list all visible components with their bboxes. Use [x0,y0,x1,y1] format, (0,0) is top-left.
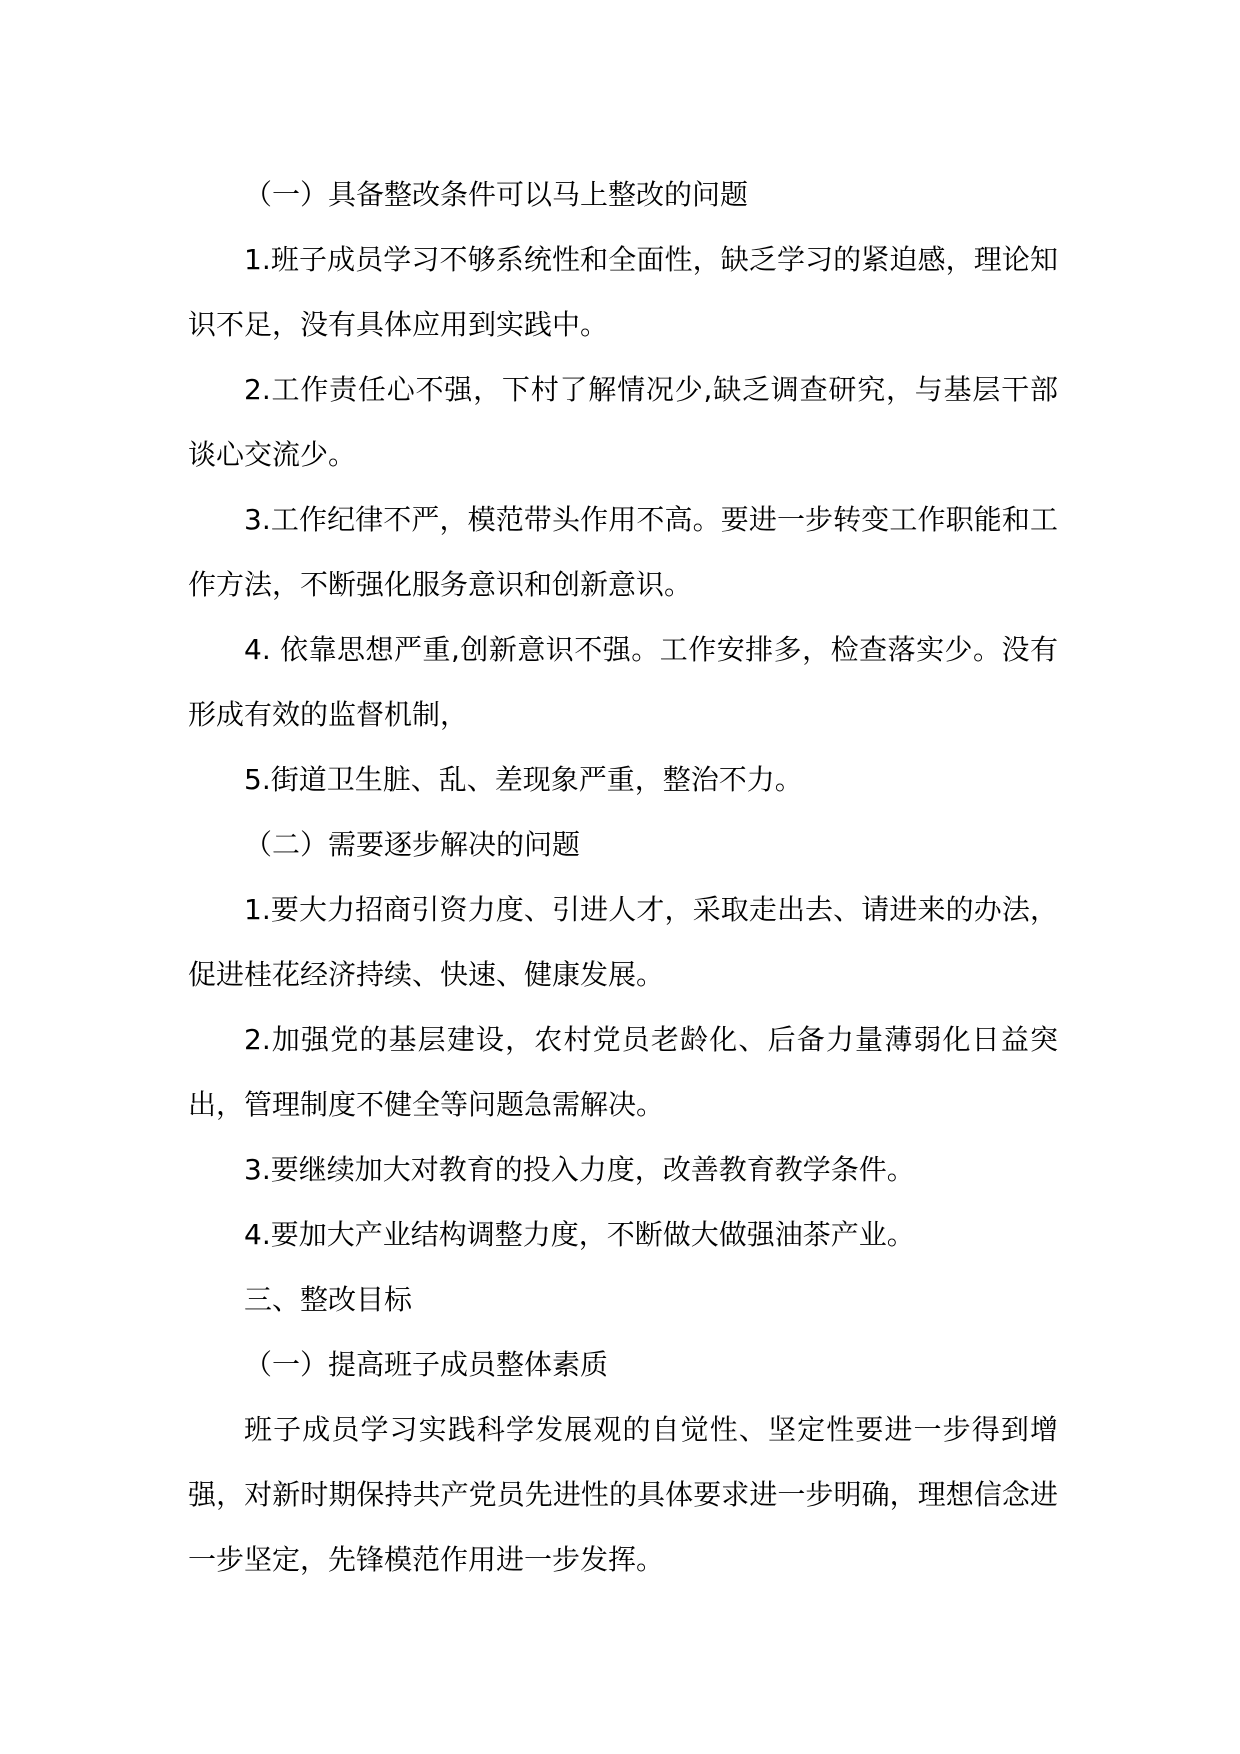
section-heading: （一）具备整改条件可以马上整改的问题 [244,178,749,211]
paragraph: 4.要加大产业结构调整力度，不断做大做强油茶产业。 [244,1218,915,1251]
section-heading: （一）提高班子成员整体素质 [244,1348,609,1381]
paragraph: 3.工作纪律不严，模范带头作用不高。要进一步转变工作职能和工作方法，不断强化服务意识和创新意识。 [188,503,1058,601]
section-heading: 三、整改目标 [244,1283,413,1316]
paragraph: 4. 依靠思想严重,创新意识不强。工作安排多，检查落实少。没有形成有效的监督机制， [188,633,1058,731]
paragraph: 2.工作责任心不强，下村了解情况少,缺乏调查研究，与基层干部谈心交流少。 [188,373,1058,471]
paragraph: 1.班子成员学习不够系统性和全面性，缺乏学习的紧迫感，理论知识不足，没有具体应用到实践中。 [188,243,1058,341]
paragraph: 班子成员学习实践科学发展观的自觉性、坚定性要进一步得到增强，对新时期保持共产党员先进性的具体要求进一步明确，理想信念进一步坚定，先锋模范作用进一步发挥。 [188,1413,1058,1576]
section-heading: （二）需要逐步解决的问题 [244,828,581,861]
document-body [188,162,1058,1592]
paragraph: 1.要大力招商引资力度、引进人才，采取走出去、请进来的办法，促进桂花经济持续、快速、健康发展。 [188,893,1058,991]
paragraph: 3.要继续加大对教育的投入力度，改善教育教学条件。 [244,1153,915,1186]
paragraph: 2.加强党的基层建设，农村党员老龄化、后备力量薄弱化日益突出，管理制度不健全等问题急需解决。 [188,1023,1058,1121]
paragraph: 5.街道卫生脏、乱、差现象严重，整治不力。 [244,763,803,796]
